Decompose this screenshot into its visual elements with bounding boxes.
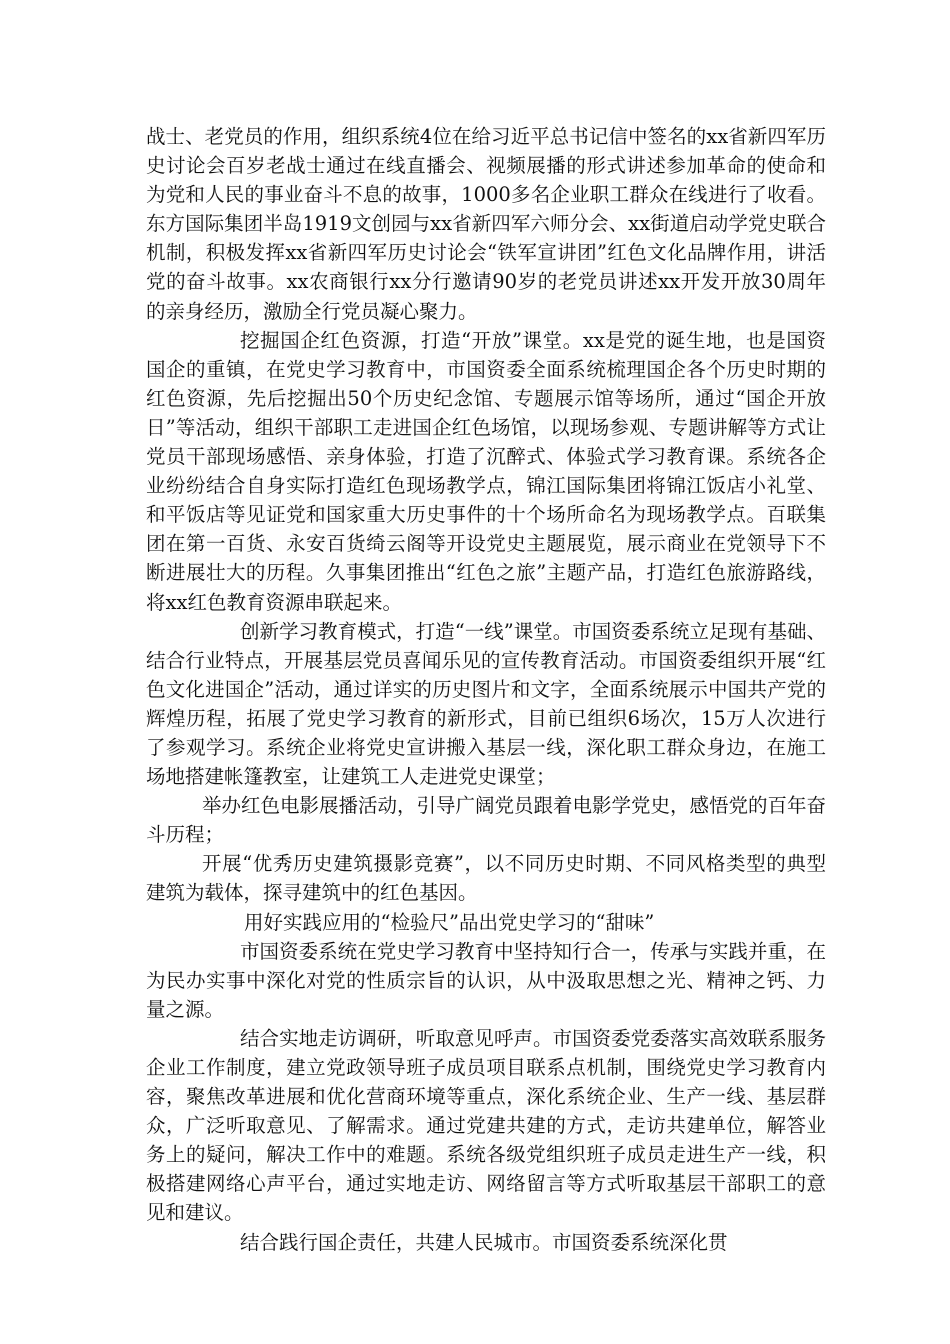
- paragraph: 创新学习教育模式，打造“一线”课堂。市国资委系统立足现有基础、结合行业特点，开展基层党员喜闻乐见的宣传教育活动。市国资委组织开展“红色文化进国企”活动，通过详实的历史图片和文字，全面系统展示中国共产党的辉煌历程，拓展了党史学习教育的新形式，目前已组织6场次，15万人次进行了参观学习。系统企业将党史宣讲搬入基层一线，深化职工群众身边，在施工场地搭建帐篷教室，让建筑工人走进党史课堂；: [146, 619, 826, 789]
- paragraph: 市国资委系统在党史学习教育中坚持知行合一，传承与实践并重，在为民办实事中深化对党的性质宗旨的认识，从中汲取思想之光、精神之钙、力量之源。: [146, 939, 826, 1021]
- paragraph: 结合践行国企责任，共建人民城市。市国资委系统深化贯: [240, 1230, 728, 1254]
- body-text: [146, 122, 826, 1257]
- paragraph: 结合实地走访调研，听取意见呼声。市国资委党委落实高效联系服务企业工作制度，建立党政领导班子成员项目联系点机制，围绕党史学习教育内容，聚焦改革进展和优化营商环境等重点，深化系统企业、生产一线、基层群众，广泛听取意见、了解需求。通过党建共建的方式，走访共建单位，解答业务上的疑问，解决工作中的难题。系统各级党组织班子成员走进生产一线，积极搭建网络心声平台，通过实地走访、网络留言等方式听取基层干部职工的意见和建议。: [146, 1026, 826, 1225]
- paragraph: 挖掘国企红色资源，打造“开放”课堂。xx是党的诞生地，也是国资国企的重镇，在党史学习教育中，市国资委全面系统梳理国企各个历史时期的红色资源，先后挖掘出50个历史纪念馆、专题展示馆等场所，通过“国企开放日”等活动，组织干部职工走进国企红色场馆，以现场参观、专题讲解等方式让党员干部现场感悟、亲身体验，打造了沉醉式、体验式学习教育课。系统各企业纷纷结合自身实际打造红色现场教学点，锦江国际集团将锦江饭店小礼堂、和平饭店等见证党和国家重大历史事件的十个场所命名为现场教学点。百联集团在第一百货、永安百货绮云阁等开设党史主题展览，展示商业在党领导下不断进展壮大的历程。久事集团推出“红色之旅”主题产品，打造红色旅游路线，将xx红色教育资源串联起来。: [146, 328, 826, 614]
- section-heading: 用好实践应用的“检验尺”品出党史学习的“甜味”: [244, 910, 655, 934]
- paragraph: 开展“优秀历史建筑摄影竞赛”，以不同历史时期、不同风格类型的典型建筑为载体，探寻建筑中的红色基因。: [146, 852, 826, 905]
- paragraph: 举办红色电影展播活动，引导广阔党员跟着电影学党史，感悟党的百年奋斗历程；: [146, 794, 827, 847]
- paragraph: 战士、老党员的作用，组织系统4位在给习近平总书记信中签名的xx省新四军历史讨论会百岁老战士通过在线直播会、视频展播的形式讲述参加革命的使命和为党和人民的事业奋斗不息的故事，1000多名企业职工群众在线进行了收看。东方国际集团半岛1919文创园与xx省新四军六师分会、xx街道启动学党史联合机制，积极发挥xx省新四军历史讨论会“铁军宣讲团”红色文化品牌作用，讲活党的奋斗故事。xx农商银行xx分行邀请90岁的老党员讲述xx开发开放30周年的亲身经历，激励全行党员凝心聚力。: [146, 125, 826, 323]
